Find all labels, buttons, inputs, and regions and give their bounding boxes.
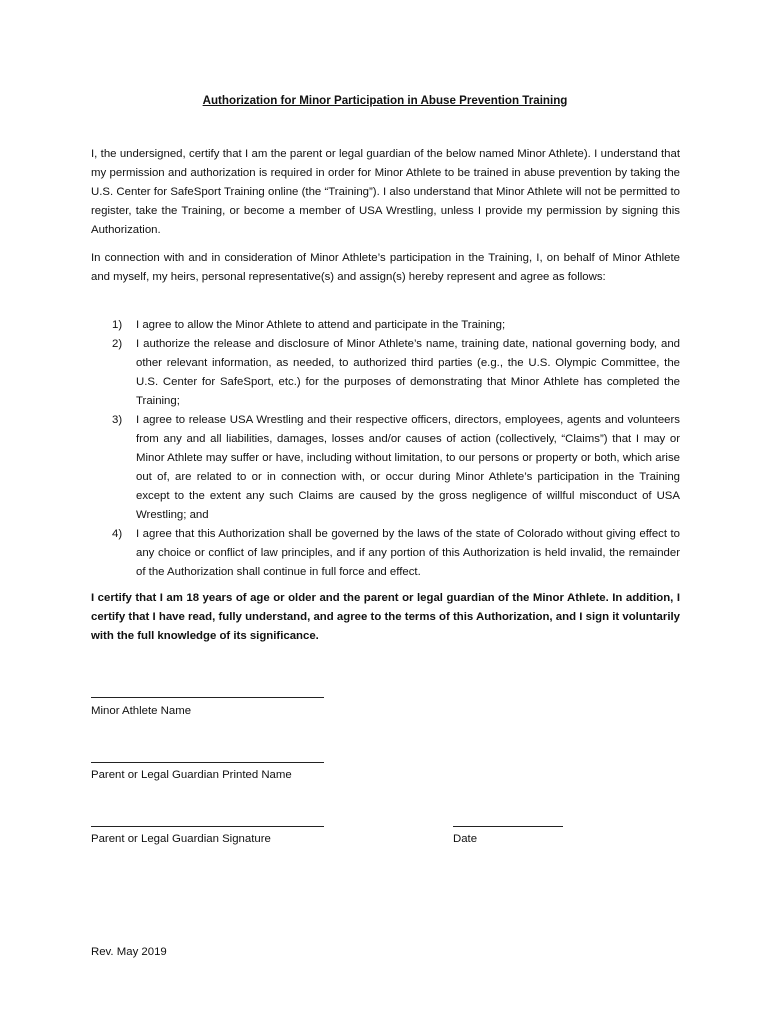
list-item-number: 1) — [112, 319, 123, 331]
list-item — [91, 316, 680, 335]
list-item — [91, 335, 680, 411]
minor-athlete-name-label: Minor Athlete Name — [91, 705, 192, 717]
agreement-list — [91, 316, 680, 582]
document-title: Authorization for Minor Participation in Abuse Prevention Training — [202, 94, 568, 107]
guardian-printed-name-label: Parent or Legal Guardian Printed Name — [91, 769, 292, 781]
consideration-paragraph: In connection with and in consideration of Minor Athlete’s participation in the Training, I, on behalf of Minor Athlete and myself, my heirs, personal representative(s) and assign(s) hereby represent and agree as follows: — [91, 252, 680, 283]
list-item-text: I agree to allow the Minor Athlete to attend and participate in the Training; — [136, 319, 506, 331]
revision-note: Rev. May 2019 — [91, 946, 167, 958]
list-item — [91, 525, 680, 582]
guardian-signature-field[interactable] — [91, 826, 324, 827]
guardian-printed-name-field[interactable] — [91, 762, 324, 763]
date-label: Date — [453, 833, 478, 845]
list-item — [91, 411, 680, 525]
guardian-signature-label: Parent or Legal Guardian Signature — [91, 833, 271, 845]
intro-paragraph: I, the undersigned, certify that I am the parent or legal guardian of the below named Minor Athlete). I understand that my permission and authorization is required in order for Minor Athlete to be trained in abuse prevention by taking the U.S. Center for SafeSport Training online (the “Training”). I also understand that Minor Athlete will not be permitted to register, take the Training, or become a member of USA Wrestling, unless I provide my permission by signing this Authorization. — [91, 148, 680, 236]
minor-athlete-name-field[interactable] — [91, 697, 324, 698]
certification-statement: I certify that I am 18 years of age or older and the parent or legal guardian of the Minor Athlete. In addition, I certify that I have read, fully understand, and agree to the terms of this Authorization, and I sign it voluntarily with the full knowledge of its significance. — [91, 592, 680, 642]
list-item-number: 3) — [112, 414, 123, 426]
date-field[interactable] — [453, 826, 563, 827]
list-item-number: 4) — [112, 528, 123, 540]
list-item-number: 2) — [112, 338, 123, 350]
list-item-text: I authorize the release and disclosure of Minor Athlete’s name, training date, national governing body, and other relevant information, as needed, to authorized third parties (e.g., the U.S. Olympic Committee, the U.S. Center for SafeSport, etc.) for the purposes of demonstrating that Minor Athlete has completed the Training; — [136, 338, 680, 407]
list-item-text: I agree that this Authorization shall be governed by the laws of the state of Colorado without giving effect to any choice or conflict of law principles, and if any portion of this Authorization is held invalid, the remainder of the Authorization shall continue in full force and effect. — [136, 528, 680, 578]
list-item-text: I agree to release USA Wrestling and their respective officers, directors, employees, agents and volunteers from any and all liabilities, damages, losses and/or causes of action (collectively, “Claims”) that I may or Minor Athlete may suffer or have, including without limitation, to our persons or property or both, which arise out of, are related to or in connection with, or occur during Minor Athlete’s participation in the Training except to the extent any such Claims are caused by the gross negligence of willful misconduct of USA Wrestling; and — [136, 414, 680, 521]
